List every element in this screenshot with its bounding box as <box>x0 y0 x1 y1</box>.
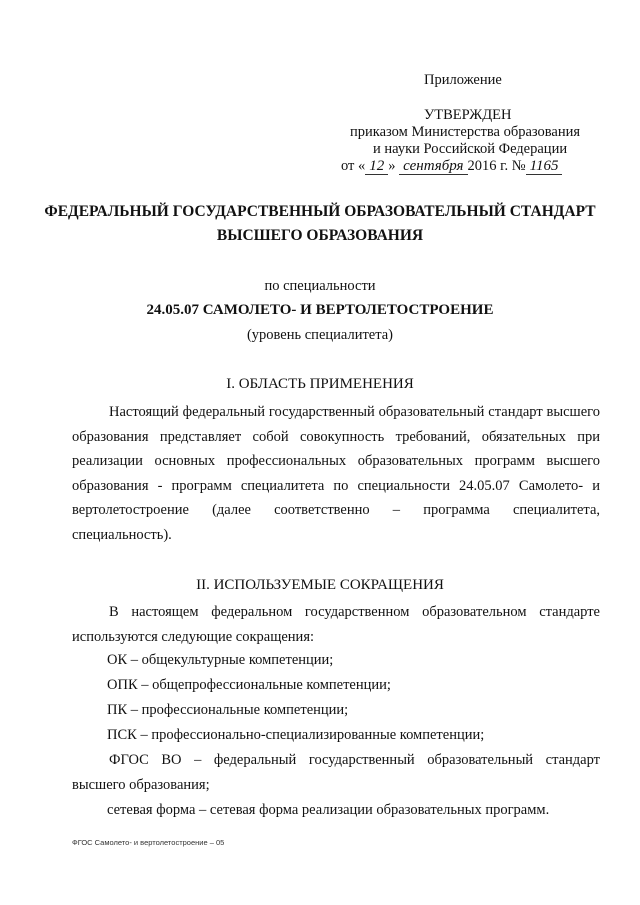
section-2-intro: В настоящем федеральном государственном образовательном стандарте используются следующие сокращения: <box>72 604 600 645</box>
abbreviation-network: сетевая форма – сетевая форма реализации образовательных программ. <box>107 802 550 818</box>
date-mid: » <box>388 158 396 174</box>
title-line-1: ФЕДЕРАЛЬНЫЙ ГОСУДАРСТВЕННЫЙ ОБРАЗОВАТЕЛЬНЫЙ СТАНДАРТ <box>44 203 596 220</box>
date-month-handwritten: сентября <box>399 158 467 175</box>
specialty-level: (уровень специалитета) <box>246 327 394 343</box>
page-footer: ФГОС Самолето- и вертолетостроение – 05 <box>72 838 225 847</box>
abbreviation-item: ОК – общекультурные компетенции; <box>107 652 334 668</box>
appendix-label: Приложение <box>424 72 502 88</box>
approved-label: УТВЕРЖДЕН <box>424 107 512 123</box>
order-number-handwritten: 1165 <box>526 158 563 175</box>
approval-date-line <box>341 156 562 176</box>
section-1-text: Настоящий федеральный государственный образовательный стандарт высшего образования представляет собой совокупность требований, обязательных при реализации основных профессиональных образовательных программ высшего образования - программ специалитета по специальности 24.05.07 Самолето- и вертолетостроение (далее соответственно – программа специалитета, специальность). <box>72 404 600 543</box>
date-year: 2016 г. № <box>467 158 526 174</box>
date-day-handwritten: 12 <box>365 158 388 175</box>
abbreviation-item: ПК – профессиональные компетенции; <box>107 702 349 718</box>
section-2-heading: II. ИСПОЛЬЗУЕМЫЕ СОКРАЩЕНИЯ <box>196 577 444 593</box>
specialty-label: по специальности <box>264 278 376 294</box>
specialty-name: 24.05.07 САМОЛЕТО- И ВЕРТОЛЕТОСТРОЕНИЕ <box>146 302 494 318</box>
approval-line-2: и науки Российской Федерации <box>373 141 568 157</box>
section-1-heading: I. ОБЛАСТЬ ПРИМЕНЕНИЯ <box>226 376 414 392</box>
approval-line-1: приказом Министерства образования <box>350 124 581 140</box>
date-prefix: от « <box>341 158 366 174</box>
title-line-2: ВЫСШЕГО ОБРАЗОВАНИЯ <box>216 227 424 244</box>
abbreviation-item: ОПК – общепрофессиональные компетенции; <box>107 677 391 693</box>
abbreviation-fgos: ФГОС ВО – федеральный государственный образовательный стандарт высшего образования; <box>72 752 600 793</box>
abbreviation-item: ПСК – профессионально-специализированные компетенции; <box>107 727 485 743</box>
